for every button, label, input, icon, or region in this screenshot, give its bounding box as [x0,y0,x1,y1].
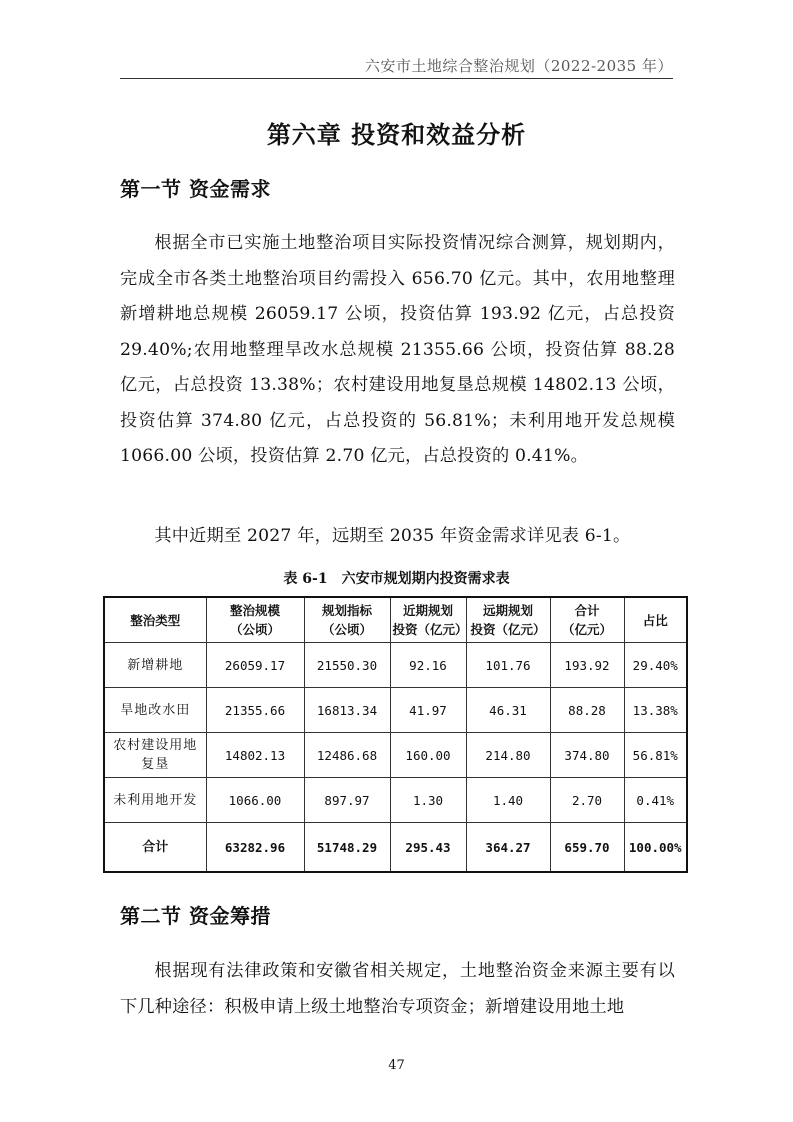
table-cell: 2.70 [550,778,624,823]
table-cell: 0.41% [624,778,687,823]
table-cell: 193.92 [550,643,624,688]
table-cell: 160.00 [390,733,466,778]
table-cell: 新增耕地 [104,643,206,688]
chapter-title: 第六章 投资和效益分析 [266,121,527,149]
table-cell: 51748.29 [304,823,390,873]
table-header-row [104,597,687,643]
table-cell: 12486.68 [304,733,390,778]
table-cell: 未利用地开发 [104,778,206,823]
table-cell: 897.97 [304,778,390,823]
table-cell: 41.97 [390,688,466,733]
table-cell: 13.38% [624,688,687,733]
table-cell: 364.27 [466,823,550,873]
table-cell: 295.43 [390,823,466,873]
header-divider [120,78,673,79]
page-number: 47 [388,1058,405,1073]
table-cell: 63282.96 [206,823,304,873]
table-cell: 46.31 [466,688,550,733]
table-cell: 1.30 [390,778,466,823]
table-caption: 表 6-1 六安市规划期内投资需求表 [283,571,510,587]
section-title-funding-sources: 第二节 资金筹措 [120,904,271,928]
table-row [104,643,687,688]
table-cell: 659.70 [550,823,624,873]
section-title-funding-demand: 第一节 资金需求 [120,177,271,201]
paragraph-funding-demand: 根据全市已实施土地整治项目实际投资情况综合测算，规划期内，完成全市各类土地整治项目约需投入 656.70 亿元。其中，农用地整理新增耕地总规模 26059.17 公顷，投资估算 193.92 亿元，占总投资 29.40%;农用地整理旱改水总规模 21355.66 公顷，投资估算 88.28 亿元，占总投资 13.38%；农村建设用地复垦总规模 14802.13 公顷，投资估算 374.80 亿元，占总投资的 56.81%；未利用地开发总规模 1066.00 公顷，投资估算 2.70 亿元，占总投资的 0.41%。 [120,233,675,466]
table-total-row [104,823,687,873]
table-row [104,778,687,823]
header-title: 六安市土地综合整治规划（2022-2035 年） [364,57,673,75]
table-cell: 合计 [104,823,206,873]
table-cell: 101.76 [466,643,550,688]
table-cell: 214.80 [466,733,550,778]
table-cell: 88.28 [550,688,624,733]
column-header: 整治规模 （公顷） [206,597,304,643]
table-cell: 14802.13 [206,733,304,778]
table-row [104,688,687,733]
column-header: 占比 [624,597,687,643]
table-cell: 92.16 [390,643,466,688]
column-header: 规划指标 （公顷） [304,597,390,643]
paragraph-funding-sources: 根据现有法律政策和安徽省相关规定，土地整治资金来源主要有以下几种途径：积极申请上级土地整治专项资金；新增建设用地土地 [120,961,675,1017]
table-cell: 21355.66 [206,688,304,733]
table-cell: 26059.17 [206,643,304,688]
column-header: 远期规划 投资（亿元） [466,597,550,643]
table-cell: 1.40 [466,778,550,823]
table-cell: 农村建设用地复垦 [104,733,206,778]
table-cell: 56.81% [624,733,687,778]
column-header: 近期规划 投资（亿元） [390,597,466,643]
table-cell: 16813.34 [304,688,390,733]
paragraph-table-reference: 其中近期至 2027 年，远期至 2035 年资金需求详见表 6-1。 [154,526,631,546]
table-row [104,733,687,778]
table-cell: 旱地改水田 [104,688,206,733]
table-cell: 374.80 [550,733,624,778]
table-cell: 100.00% [624,823,687,873]
table-cell: 21550.30 [304,643,390,688]
table-cell: 29.40% [624,643,687,688]
column-header: 合计 （亿元） [550,597,624,643]
investment-table [103,596,688,873]
column-header: 整治类型 [104,597,206,643]
table-cell: 1066.00 [206,778,304,823]
